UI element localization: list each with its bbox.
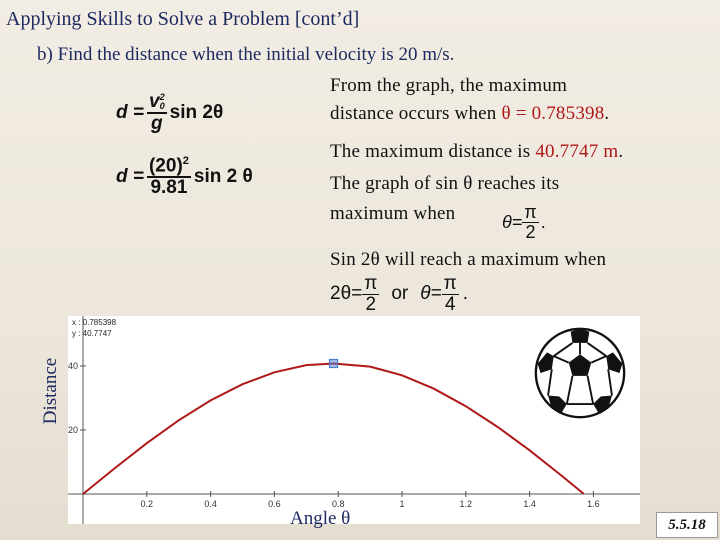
formula-distance-substituted <box>116 156 253 198</box>
formula-two-theta <box>330 274 468 315</box>
soccer-ball-icon <box>533 326 627 420</box>
y-tick-label: 20 <box>68 425 78 435</box>
text-fragment: The maximum distance is <box>330 141 536 162</box>
fraction-numerator: π <box>524 202 537 222</box>
text-line-1: From the graph, the maximum <box>330 75 568 96</box>
problem-statement: b) Find the distance when the initial velocity is 20 m/s. <box>37 44 455 65</box>
formula-lhs: d = <box>116 101 144 123</box>
y-tick-label: 40 <box>68 361 78 371</box>
text-line-3 <box>330 141 623 163</box>
text-line-4: The graph of sin θ reaches its <box>330 173 560 194</box>
fraction <box>362 274 379 315</box>
fraction-denominator: 4 <box>444 293 456 315</box>
velocity-symbol: v <box>148 91 160 112</box>
fraction-numerator <box>147 156 191 178</box>
distance-curve <box>83 364 584 495</box>
slide-number: 5.5.18 <box>656 512 718 538</box>
fraction-numerator <box>147 92 167 114</box>
fraction <box>147 92 167 134</box>
superscript: 2 <box>159 91 165 102</box>
text-fragment: . <box>604 103 610 124</box>
period: . <box>540 211 546 232</box>
fraction <box>522 203 538 242</box>
text-fragment: . <box>618 141 624 162</box>
numerator-value: (20) <box>148 155 183 177</box>
formula-sin-term: sin 2 θ <box>193 166 253 188</box>
fraction-numerator: π <box>364 273 378 294</box>
x-tick-label: 1.6 <box>587 499 600 509</box>
fraction-denominator: 9.81 <box>150 177 188 199</box>
fraction-denominator: 2 <box>365 293 377 315</box>
fraction-denominator: g <box>151 112 163 134</box>
fraction <box>442 274 459 315</box>
x-tick-label: 1 <box>399 499 405 509</box>
y-axis-label: Distance <box>40 357 61 425</box>
formula-theta-pi-over-2 <box>502 203 546 242</box>
text-line-5: maximum when <box>330 203 456 224</box>
x-axis-label: Angle θ <box>290 508 351 529</box>
highlight-angle: θ = 0.785398 <box>501 103 605 124</box>
cursor-readout-y: y : 40.7747 <box>72 329 112 338</box>
highlight-distance: 40.7747 m <box>535 141 619 162</box>
formula-sin-term: sin 2θ <box>169 101 224 123</box>
x-tick-label: 1.2 <box>459 499 473 509</box>
or-word: or <box>391 283 409 305</box>
fraction-denominator: 2 <box>525 221 536 242</box>
fraction <box>147 156 191 198</box>
text-line-2 <box>330 103 609 125</box>
formula-lhs: d = <box>116 166 144 188</box>
x-tick-label: 0.8 <box>331 499 345 509</box>
text-fragment: distance occurs when <box>330 103 502 124</box>
slide-title: Applying Skills to Solve a Problem [cont’d] <box>6 8 360 30</box>
formula-lhs: θ= <box>420 283 442 305</box>
subscript: 0 <box>159 100 165 111</box>
cursor-readout-x: x : 0.785398 <box>72 318 117 327</box>
x-tick-label: 0.2 <box>140 499 154 509</box>
text-line-6: Sin 2θ will reach a maximum when <box>330 249 607 270</box>
x-tick-label: 1.4 <box>523 499 536 509</box>
period: . <box>462 283 469 305</box>
formula-lhs: θ= <box>502 211 523 232</box>
max-point-marker[interactable] <box>330 360 338 368</box>
formula-distance-general <box>116 92 223 134</box>
x-tick-label: 0.6 <box>268 499 281 509</box>
superscript: 2 <box>182 155 189 167</box>
formula-lhs: 2θ= <box>330 283 363 305</box>
x-tick-label: 0.4 <box>204 499 217 509</box>
fraction-numerator: π <box>443 273 457 294</box>
